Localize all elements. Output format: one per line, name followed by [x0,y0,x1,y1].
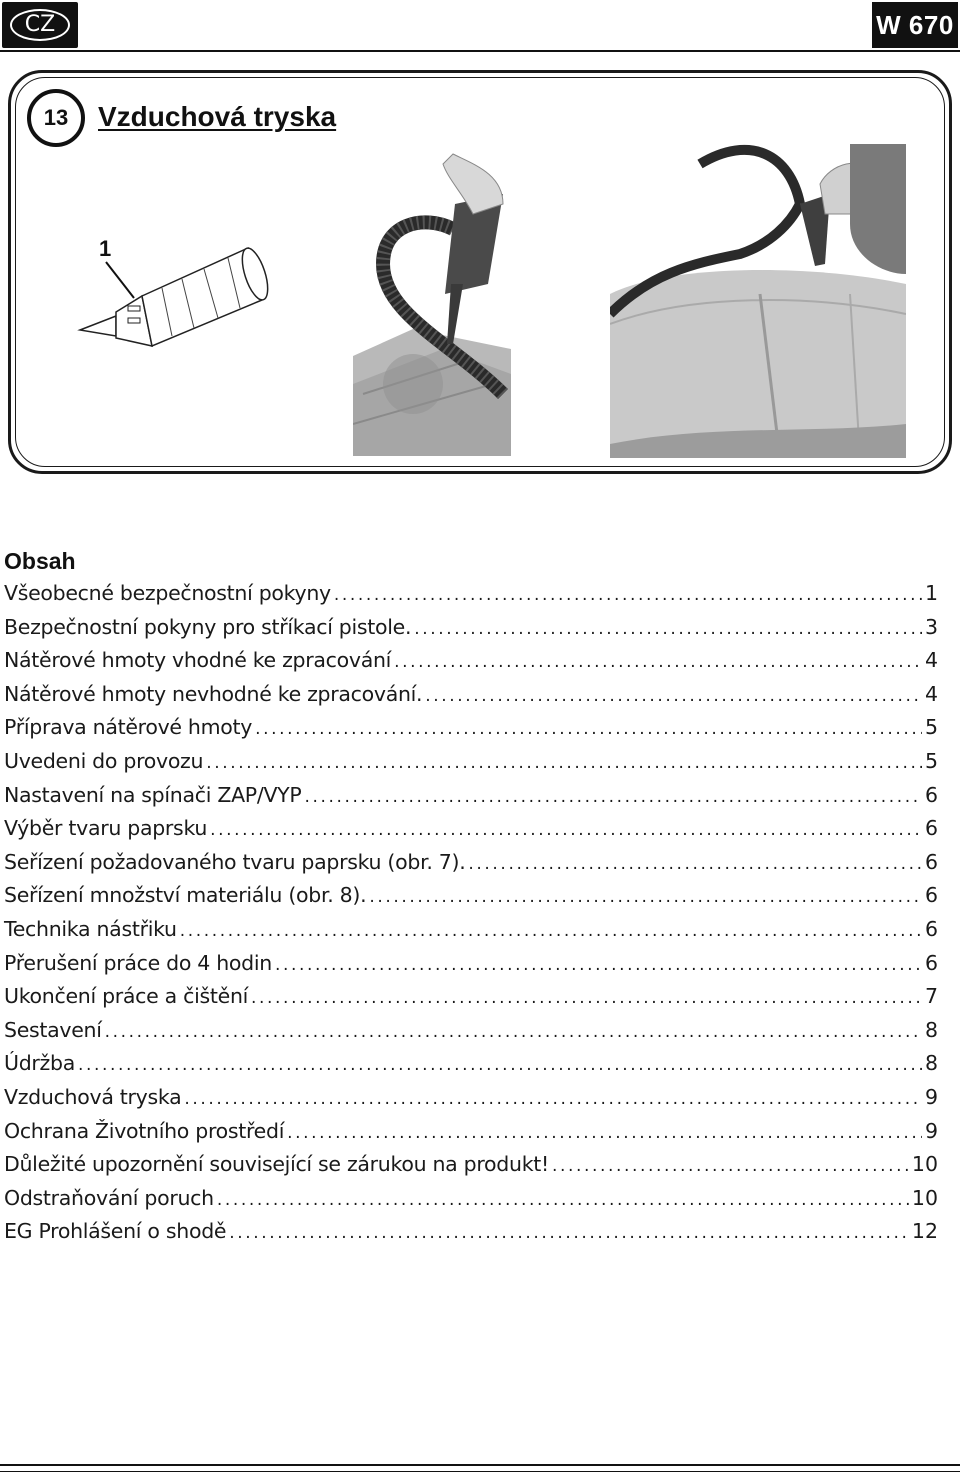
figure-callout-label: 1 [99,236,112,261]
toc-entry-title: Bezpečnostní pokyny pro stříkací pistole. [4,614,412,639]
toc-entry-title: Seřízení požadovaného tvaru paprsku (obr. 7). [4,849,466,874]
toc-list [4,581,938,1253]
toc-entry[interactable] [4,1186,938,1220]
toc-entry-title: Technika nástřiku [4,916,177,941]
toc-entry[interactable] [4,816,938,850]
footer-rule [0,1464,960,1466]
toc-entry-page: 9 [924,1084,938,1109]
toc-entry-page: 10 [911,1152,938,1177]
toc-entry-title: Ochrana Životního prostředí [4,1118,285,1143]
toc-leader-dots [369,887,922,907]
photo-nozzle-dusting [353,144,511,456]
toc-entry-title: EG Prohlášení o shodě [4,1219,227,1244]
toc-entry[interactable] [4,682,938,716]
toc-leader-dots [229,1223,909,1243]
toc-entry[interactable] [4,883,938,917]
toc-entry-title: Odstraňování poruch [4,1185,214,1210]
toc-entry-page: 4 [924,681,938,706]
toc-entry-title: Uvedeni do provozu [4,748,204,773]
toc-leader-dots [552,1156,909,1176]
toc-entry-title: Důležité upozornění související se zárukou na produkt! [4,1152,549,1177]
toc-leader-dots [255,719,922,739]
toc-leader-dots [275,955,922,975]
toc-entry-page: 8 [924,1017,938,1042]
toc-entry-page: 6 [924,950,938,975]
toc-leader-dots [105,1022,922,1042]
toc-entry[interactable] [4,1119,938,1153]
toc-entry[interactable] [4,951,938,985]
header-rule [0,50,960,52]
toc-leader-dots [394,652,922,672]
toc-entry-page: 6 [924,916,938,941]
toc-entry[interactable] [4,1152,938,1186]
toc-entry-page: 7 [924,984,938,1009]
toc-entry-title: Seřízení množství materiálu (obr. 8). [4,883,367,908]
toc-entry[interactable] [4,1051,938,1085]
toc-leader-dots [468,854,922,874]
toc-entry-title: Nastavení na spínači ZAP/VYP [4,782,302,807]
toc-entry[interactable] [4,1085,938,1119]
toc-entry[interactable] [4,783,938,817]
toc-entry[interactable] [4,850,938,884]
language-code: CZ [10,9,70,41]
toc-entry-page: 5 [924,748,938,773]
section-number: 13 [27,89,85,147]
toc-leader-dots [210,820,922,840]
photo-nozzle-inflating [610,144,906,458]
toc-entry-page: 6 [924,883,938,908]
air-nozzle-drawing [72,238,280,358]
language-badge [2,2,78,48]
toc-entry[interactable] [4,648,938,682]
toc-entry-title: Sestavení [4,1017,102,1042]
toc-entry[interactable] [4,1018,938,1052]
toc-entry-page: 3 [924,614,938,639]
toc-entry[interactable] [4,715,938,749]
toc-entry-page: 10 [911,1185,938,1210]
toc-entry-page: 12 [911,1219,938,1244]
toc-entry-title: Ukončení práce a čištění [4,984,249,1009]
toc-heading: Obsah [4,548,76,574]
toc-leader-dots [184,1089,922,1109]
toc-leader-dots [217,1190,909,1210]
toc-entry-title: Výběr tvaru paprsku [4,816,208,841]
toc-leader-dots [334,585,922,605]
toc-leader-dots [206,753,922,773]
toc-entry-page: 8 [924,1051,938,1076]
toc-leader-dots [78,1055,922,1075]
toc-entry-page: 9 [924,1118,938,1143]
toc-entry[interactable] [4,615,938,649]
toc-leader-dots [414,619,922,639]
toc-entry-title: Příprava nátěrové hmoty [4,715,253,740]
toc-entry[interactable] [4,917,938,951]
toc-entry-page: 4 [924,648,938,673]
toc-entry-title: Údržba [4,1051,75,1076]
toc-entry-page: 6 [924,849,938,874]
toc-entry-page: 6 [924,816,938,841]
footer-rule-thin [0,1471,960,1472]
toc-leader-dots [287,1123,922,1143]
model-badge: W 670 [872,2,958,48]
toc-entry[interactable] [4,749,938,783]
toc-entry-title: Přerušení práce do 4 hodin [4,950,272,975]
toc-entry[interactable] [4,984,938,1018]
toc-leader-dots [180,921,922,941]
toc-entry-title: Nátěrové hmoty nevhodné ke zpracování. [4,681,423,706]
toc-entry-page: 1 [924,581,938,605]
toc-entry-page: 5 [924,715,938,740]
toc-entry-page: 6 [924,782,938,807]
toc-entry-title: Všeobecné bezpečnostní pokyny [4,581,331,605]
toc-leader-dots [251,988,922,1008]
toc-entry-title: Nátěrové hmoty vhodné ke zpracování [4,648,392,673]
toc-entry-title: Vzduchová tryska [4,1084,182,1109]
toc-leader-dots [425,686,922,706]
toc-leader-dots [304,787,921,807]
section-title: Vzduchová tryska [98,101,337,132]
toc-entry[interactable] [4,1219,938,1253]
toc-entry[interactable] [4,581,938,615]
